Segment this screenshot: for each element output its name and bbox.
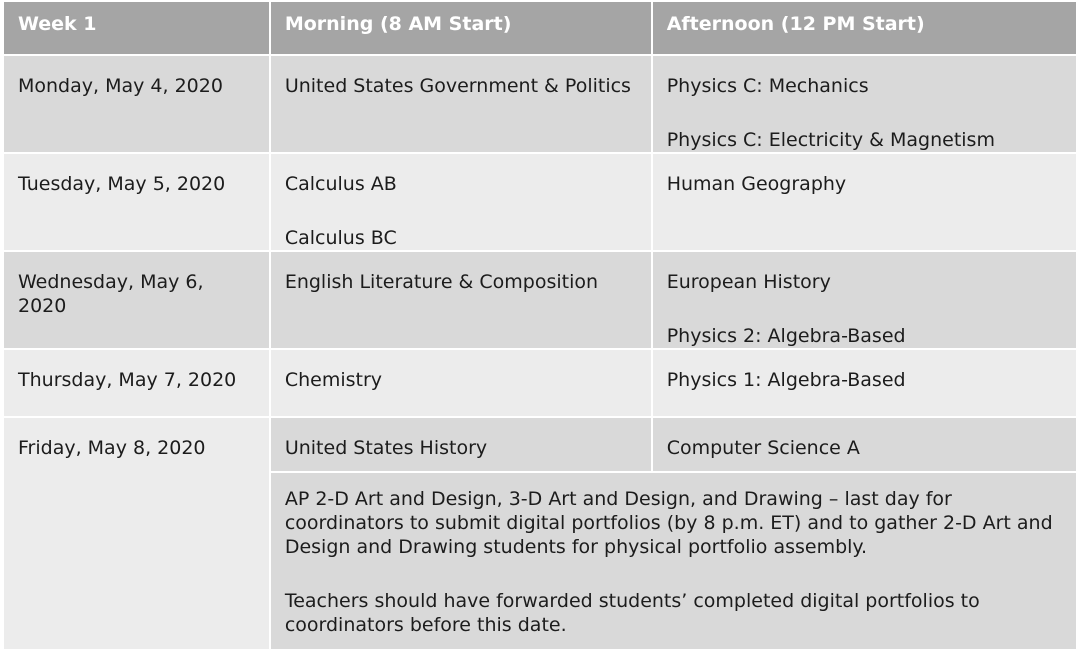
morning-cell (271, 154, 651, 250)
portfolio-note-cell (271, 473, 1076, 649)
date-label: Thursday, May 7, 2020 (18, 369, 237, 391)
exam-name: Computer Science A (666, 437, 860, 459)
morning-cell (271, 350, 651, 416)
exam-name: Chemistry (284, 369, 383, 391)
date-cell (4, 350, 269, 416)
exam-name: Calculus BC (284, 227, 397, 249)
exam-name: Physics C: Mechanics (666, 75, 869, 97)
header-afternoon: Afternoon (12 PM Start) (653, 2, 1076, 54)
table-row (4, 56, 1076, 152)
exam-name: English Literature & Composition (284, 271, 599, 293)
table-row (4, 350, 1076, 416)
table-row (4, 418, 1076, 471)
afternoon-cell (653, 56, 1076, 152)
teacher-note: Teachers should have forwarded students’ completed digital portfolios to coordinators before this date. (284, 590, 980, 636)
exam-name: Physics 1: Algebra-Based (666, 369, 906, 391)
date-label: Wednesday, May 6, 2020 (18, 271, 204, 317)
exam-name: European History (666, 271, 831, 293)
afternoon-cell (653, 350, 1076, 416)
exam-name: Physics C: Electricity & Magnetism (666, 129, 995, 151)
date-cell (4, 56, 269, 152)
portfolio-note: AP 2-D Art and Design, 3-D Art and Design, and Drawing – last day for coordinators to submit digital portfolios (by 8 p.m. ET) and to gather 2-D Art and Design and Drawing students for physical portfolio assembly. (284, 488, 1053, 558)
header-row (4, 2, 1076, 54)
date-label: Monday, May 4, 2020 (18, 75, 223, 97)
exam-name: Physics 2: Algebra-Based (666, 325, 906, 347)
exam-name: Human Geography (666, 173, 847, 195)
exam-schedule-table (2, 0, 1078, 651)
morning-cell (271, 418, 651, 471)
exam-name: United States History (284, 437, 488, 459)
header-week: Week 1 (4, 2, 269, 54)
table-row (4, 252, 1076, 348)
date-cell (4, 418, 269, 649)
morning-cell (271, 56, 651, 152)
header-morning: Morning (8 AM Start) (271, 2, 651, 54)
date-label: Friday, May 8, 2020 (18, 437, 206, 459)
date-cell (4, 252, 269, 348)
date-label: Tuesday, May 5, 2020 (18, 173, 226, 195)
table-row (4, 154, 1076, 250)
afternoon-cell (653, 252, 1076, 348)
morning-cell (271, 252, 651, 348)
exam-name: United States Government & Politics (284, 75, 631, 97)
afternoon-cell (653, 154, 1076, 250)
exam-name: Calculus AB (284, 173, 397, 195)
afternoon-cell (653, 418, 1076, 471)
date-cell (4, 154, 269, 250)
